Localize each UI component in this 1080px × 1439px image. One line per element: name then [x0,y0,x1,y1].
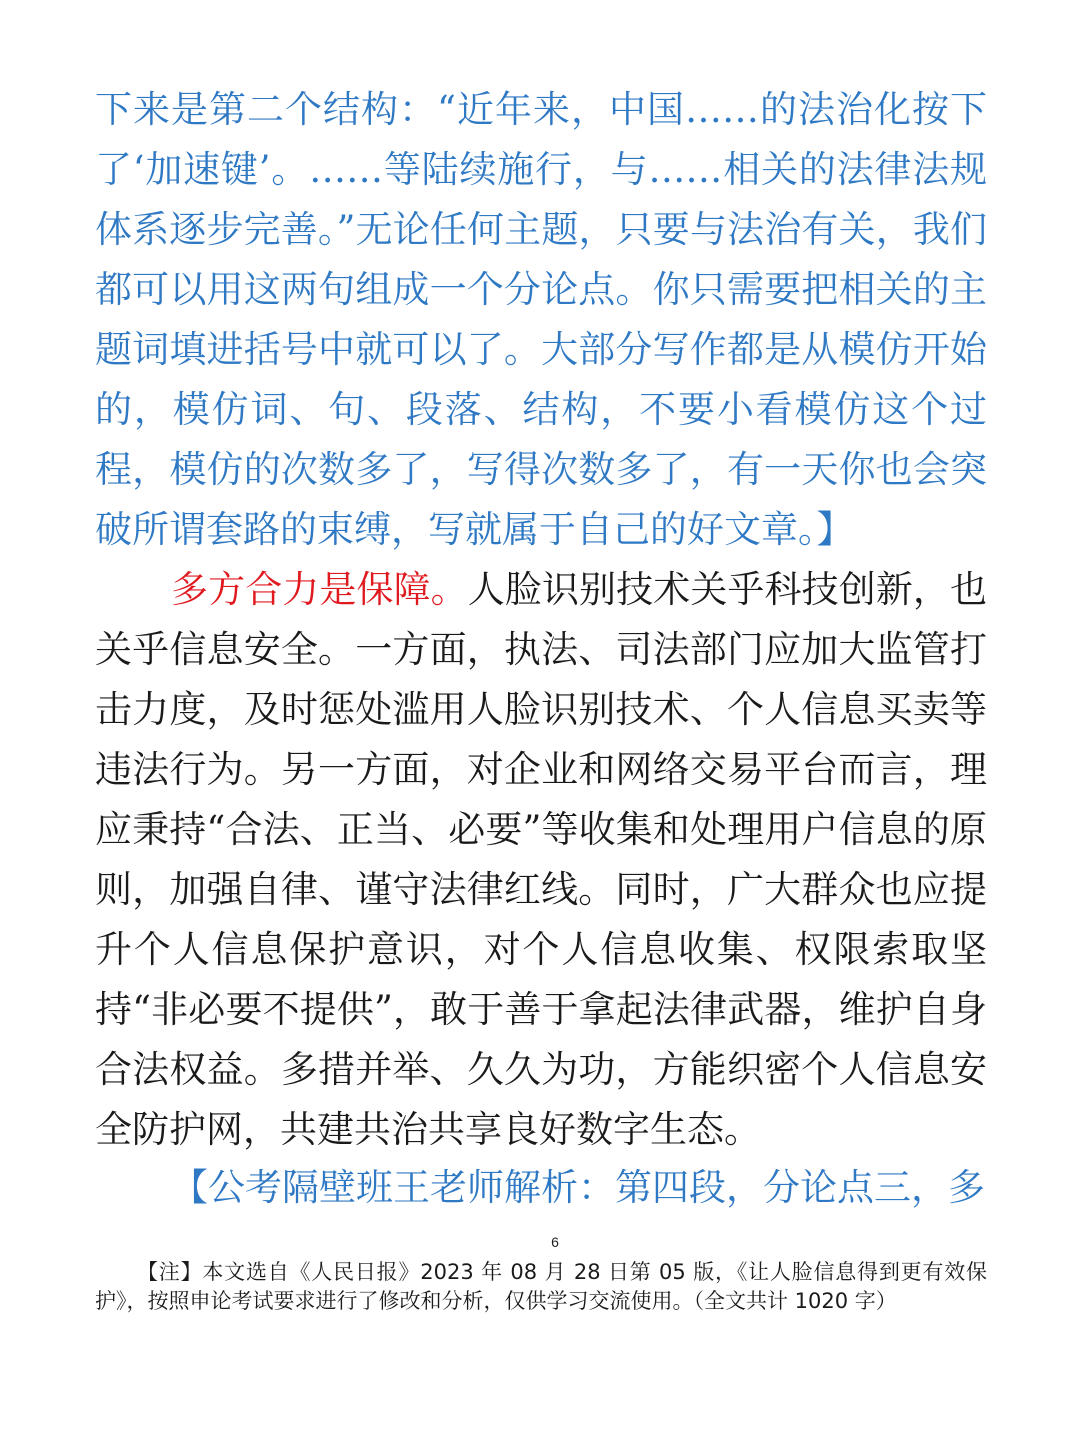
analysis-text-next: 【公考隔壁班王老师解析：第四段，分论点三，多 [171,1166,985,1209]
body-paragraph [95,560,987,1160]
paragraph-lead-sentence: 多方合力是保障。 [171,568,468,611]
footnote: 【注】本文选自《人民日报》2023 年 08 月 28 日第 05 版，《让人脸信息得到更有效保护》，按照申论考试要求进行了修改和分析，仅供学习交流使用。（全文共计 1020 字） [95,1260,987,1313]
analysis-text-continued: 下来是第二个结构：“近年来，中国……的法治化按下了‘加速键’。……等陆续施行，与……相关的法律法规体系逐步完善。”无论任何主题，只要与法治有关，我们都可以用这两句组成一个分论点。你只需要把相关的主题词填进括号中就可以了。大部分写作都是从模仿开始的，模仿词、句、段落、结构，不要小看模仿这个过程，模仿的次数多了，写得次数多了，有一天你也会突破所谓套路的束缚，写就属于自己的好文章。】 [95,88,987,551]
paragraph-body-text: 人脸识别技术关乎科技创新，也关乎信息安全。一方面，执法、司法部门应加大监管打击力度，及时惩处滥用人脸识别技术、个人信息买卖等违法行为。另一方面，对企业和网络交易平台而言，理应秉持“合法、正当、必要”等收集和处理用户信息的原则，加强自律、谨守法律红线。同时，广大群众也应提升个人信息保护意识，对个人信息收集、权限索取坚持“非必要不提供”，敢于善于拿起法律武器，维护自身合法权益。多措并举、久久为功，方能织密个人信息安全防护网，共建共治共享良好数字生态。 [95,568,988,1151]
page-number: 6 [551,1234,559,1250]
